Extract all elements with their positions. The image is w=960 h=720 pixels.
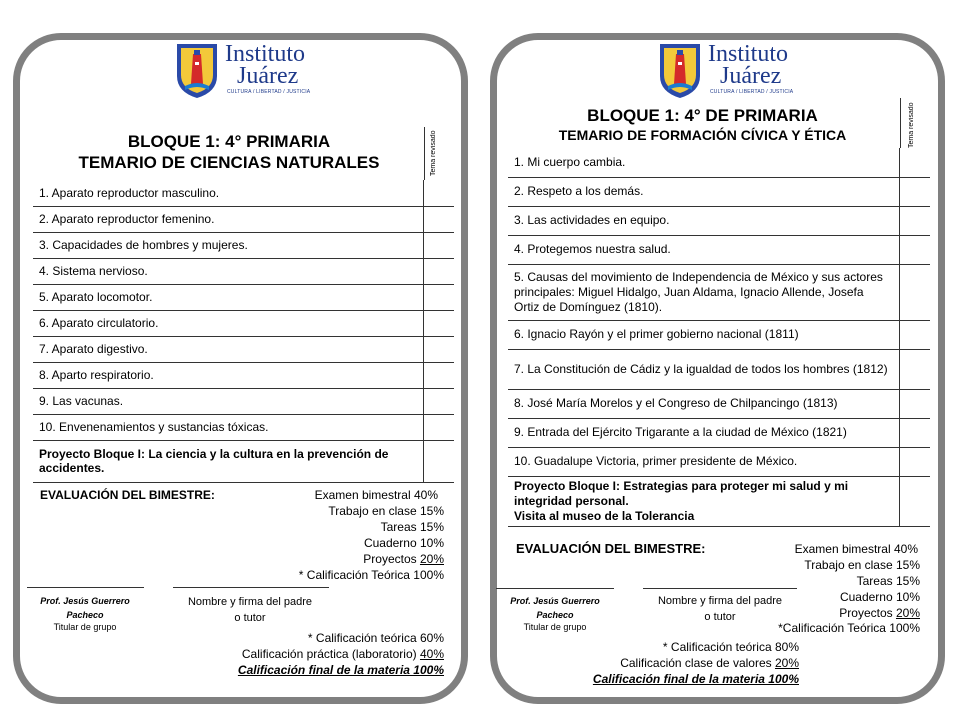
- review-checkbox-cell[interactable]: [424, 258, 455, 284]
- left-teacher-signature-line: [27, 587, 144, 588]
- topic-cell: 8. Aparto respiratorio.: [33, 362, 424, 388]
- table-row: [508, 349, 930, 389]
- right-teacher-signature-line: [496, 588, 614, 589]
- topic-cell: 3. Las actividades en equipo.: [508, 206, 900, 235]
- review-checkbox-cell[interactable]: [424, 440, 455, 482]
- left-parent-sign-label: Nombre y firma del padre o tutor: [187, 596, 313, 624]
- right-parent-sign-label: Nombre y firma del padre o tutor: [657, 595, 783, 623]
- topic-cell: 1. Aparato reproductor masculino.: [33, 180, 424, 206]
- right-final-values-label: Calificación clase de valores: [620, 656, 775, 670]
- review-checkbox-cell[interactable]: [900, 447, 931, 476]
- logo-name-line1: Instituto: [225, 41, 306, 67]
- review-checkbox-cell[interactable]: [900, 148, 931, 177]
- left-final-total: Calificación final de la materia 100%: [237, 663, 444, 677]
- topic-cell: 2. Aparato reproductor femenino.: [33, 206, 424, 232]
- right-review-column-label: Tema revisado: [908, 102, 915, 148]
- right-evaluation-title: EVALUACIÓN DEL BIMESTRE:: [516, 541, 706, 556]
- review-checkbox-cell[interactable]: [424, 232, 455, 258]
- left-eval-projects-value: 20%: [419, 552, 444, 566]
- left-final-theory: * Calificación teórica 60%: [307, 631, 444, 645]
- table-row: [508, 148, 930, 177]
- table-row: [33, 284, 454, 310]
- table-row: [508, 235, 930, 264]
- right-final-total: Calificación final de la materia 100%: [592, 672, 799, 686]
- left-teacher-role: Titular de grupo: [53, 622, 117, 632]
- right-teacher-name: Prof. Jesús Guerrero Pacheco: [510, 596, 600, 620]
- topic-cell: 10. Guadalupe Victoria, primer presidente de México.: [508, 447, 900, 476]
- table-row: [508, 206, 930, 235]
- table-row: [508, 264, 930, 320]
- review-checkbox-cell[interactable]: [900, 206, 931, 235]
- left-eval-theory: * Calificación Teórica 100%: [298, 568, 444, 582]
- topic-cell: 6. Ignacio Rayón y el primer gobierno nacional (1811): [508, 320, 900, 349]
- topic-cell: 2. Respeto a los demás.: [508, 177, 900, 206]
- topic-cell: 5. Aparato locomotor.: [33, 284, 424, 310]
- topic-cell: 3. Capacidades de hombres y mujeres.: [33, 232, 424, 258]
- topic-cell: 7. Aparato digestivo.: [33, 336, 424, 362]
- review-checkbox-cell[interactable]: [424, 284, 455, 310]
- right-eval-classwork: Trabajo en clase 15%: [804, 558, 920, 572]
- left-eval-projects: [363, 552, 444, 566]
- right-eval-notebook: Cuaderno 10%: [839, 590, 920, 604]
- topic-cell: 4. Sistema nervioso.: [33, 258, 424, 284]
- logo-name-line2: Juárez: [237, 63, 299, 89]
- table-row: [33, 180, 454, 206]
- logo-name-line2: Juárez: [720, 63, 782, 89]
- institute-logo-right: [656, 40, 801, 102]
- left-topics-table: [33, 180, 454, 483]
- project-cell: Proyecto Bloque I: La ciencia y la cultura en la prevención de accidentes.: [33, 440, 424, 482]
- left-final-practice: [242, 647, 444, 661]
- left-eval-homework: Tareas 15%: [380, 520, 444, 534]
- left-title-line2: TEMARIO DE CIENCIAS NATURALES: [78, 153, 380, 172]
- right-parent-signature-line: [643, 588, 797, 589]
- topic-cell: 5. Causas del movimiento de Independencia de México y sus actores principales: Miguel Hidalgo, Juan Aldama, Ignacio Allende, Josefa Ortiz de Domínguez (1810).: [508, 264, 900, 320]
- left-title-line1: BLOQUE 1: 4° PRIMARIA: [127, 132, 331, 151]
- review-checkbox-cell[interactable]: [900, 349, 931, 389]
- right-eval-exam: Examen bimestral 40%: [794, 542, 918, 556]
- topic-cell: 6. Aparato circulatorio.: [33, 310, 424, 336]
- review-checkbox-cell[interactable]: [424, 336, 455, 362]
- right-title-line2: TEMARIO DE FORMACIÓN CÍVICA Y ÉTICA: [558, 127, 847, 143]
- left-review-column-line: [424, 127, 425, 180]
- review-checkbox-cell[interactable]: [424, 206, 455, 232]
- left-final-practice-value: 40%: [419, 647, 444, 661]
- table-row: [508, 389, 930, 418]
- left-final-practice-label: Calificación práctica (laboratorio): [241, 647, 420, 661]
- logo-name-line1: Instituto: [708, 41, 789, 67]
- left-evaluation-title: EVALUACIÓN DEL BIMESTRE:: [40, 488, 215, 502]
- topic-cell: 4. Protegemos nuestra salud.: [508, 235, 900, 264]
- logo-tagline: CULTURA / LIBERTAD / JUSTICIA: [227, 89, 311, 95]
- table-row: [508, 447, 930, 476]
- right-eval-projects-label: Proyectos: [839, 606, 896, 620]
- right-final-theory: * Calificación teórica 80%: [662, 640, 799, 654]
- review-checkbox-cell[interactable]: [900, 235, 931, 264]
- review-checkbox-cell[interactable]: [900, 389, 931, 418]
- review-checkbox-cell[interactable]: [424, 414, 455, 440]
- left-eval-classwork: Trabajo en clase 15%: [328, 504, 444, 518]
- institute-logo: [173, 40, 318, 102]
- review-checkbox-cell[interactable]: [424, 388, 455, 414]
- right-eval-projects-value: 20%: [895, 606, 920, 620]
- project-cell: [508, 476, 900, 526]
- project-row: [33, 440, 454, 482]
- table-row: [33, 414, 454, 440]
- table-row: [33, 232, 454, 258]
- right-eval-theory: *Calificación Teórica 100%: [778, 621, 920, 635]
- table-row: [33, 336, 454, 362]
- topic-cell: 10. Envenenamientos y sustancias tóxicas.: [33, 414, 424, 440]
- review-checkbox-cell[interactable]: [900, 264, 931, 320]
- right-teacher-role: Titular de grupo: [523, 622, 587, 632]
- right-final-values-value: 20%: [774, 656, 799, 670]
- left-parent-signature-line: [173, 587, 329, 588]
- project-line: Visita al museo de la Tolerancia: [514, 508, 695, 523]
- left-review-column-label: Tema revisado: [430, 130, 437, 176]
- project-row: [508, 476, 930, 526]
- table-row: [33, 258, 454, 284]
- review-checkbox-cell[interactable]: [900, 476, 931, 526]
- table-row: [33, 362, 454, 388]
- right-final-values: [620, 656, 799, 670]
- right-topics-table: [508, 148, 930, 527]
- topic-cell: 7. La Constitución de Cádiz y la igualdad de todos los hombres (1812): [508, 349, 900, 389]
- right-review-column-line: [900, 98, 901, 148]
- table-row: [508, 320, 930, 349]
- left-teacher-name: Prof. Jesús Guerrero Pacheco: [40, 596, 130, 620]
- review-checkbox-cell[interactable]: [900, 418, 931, 447]
- review-checkbox-cell[interactable]: [424, 310, 455, 336]
- right-eval-projects: [839, 606, 920, 620]
- left-eval-exam: Examen bimestral 40%: [314, 488, 438, 502]
- table-row: [33, 388, 454, 414]
- table-row: [33, 206, 454, 232]
- right-eval-homework: Tareas 15%: [856, 574, 920, 588]
- review-checkbox-cell[interactable]: [424, 180, 455, 206]
- topic-cell: 9. Entrada del Ejército Trigarante a la ciudad de México (1821): [508, 418, 900, 447]
- table-row: [33, 310, 454, 336]
- project-line: Proyecto Bloque I: Estrategias para proteger mi salud y mi integridad personal.: [514, 478, 849, 508]
- topic-cell: 8. José María Morelos y el Congreso de Chilpancingo (1813): [508, 389, 900, 418]
- review-checkbox-cell[interactable]: [900, 177, 931, 206]
- left-eval-projects-label: Proyectos: [363, 552, 420, 566]
- review-checkbox-cell[interactable]: [424, 362, 455, 388]
- logo-tagline: CULTURA / LIBERTAD / JUSTICIA: [710, 89, 794, 95]
- table-row: [508, 418, 930, 447]
- topic-cell: 9. Las vacunas.: [33, 388, 424, 414]
- topic-cell: 1. Mi cuerpo cambia.: [508, 148, 900, 177]
- lighthouse-emblem-icon: [656, 40, 704, 100]
- right-title-line1: BLOQUE 1: 4° DE PRIMARIA: [587, 106, 818, 125]
- left-eval-notebook: Cuaderno 10%: [363, 536, 444, 550]
- table-row: [508, 177, 930, 206]
- review-checkbox-cell[interactable]: [900, 320, 931, 349]
- lighthouse-emblem-icon: [173, 40, 221, 100]
